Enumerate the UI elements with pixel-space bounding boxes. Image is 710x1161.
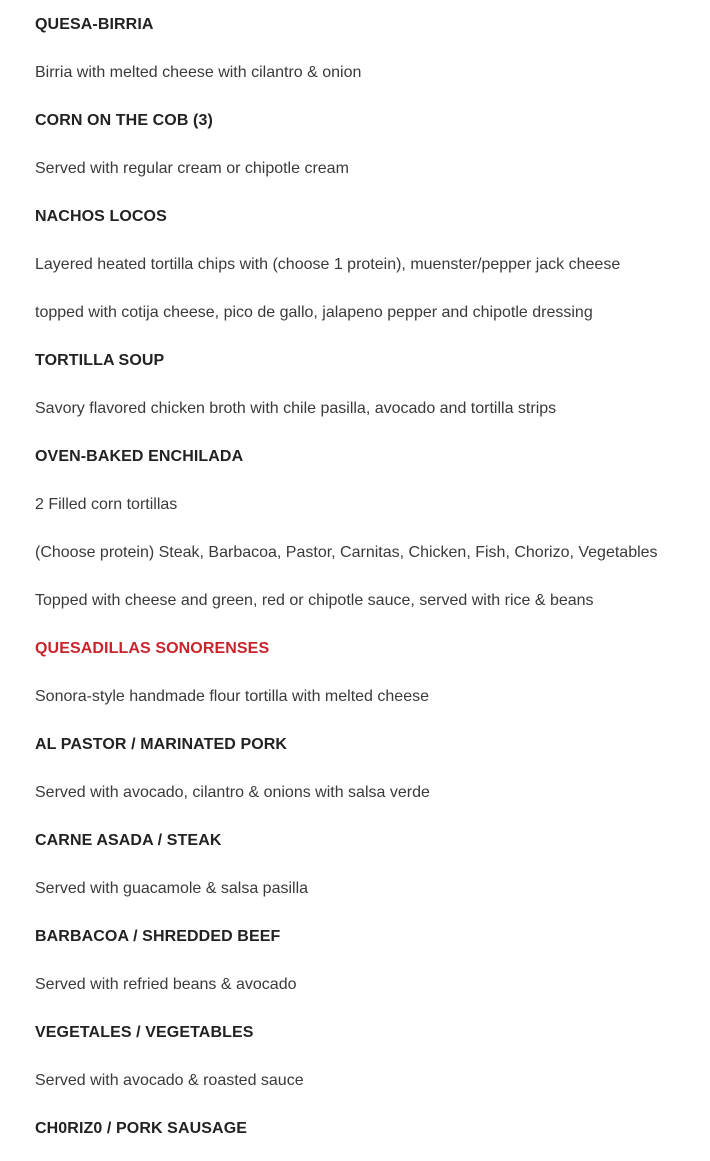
menu-item-description: topped with cotija cheese, pico de gallo, jalapeno pepper and chipotle dressing (35, 304, 593, 321)
menu-item-title-quesa-birria: QUESA-BIRRIA (35, 16, 154, 33)
menu-item-description: 2 Filled corn tortillas (35, 496, 178, 513)
menu-item-description: Served with avocado, cilantro & onions with salsa verde (35, 784, 430, 801)
menu-item-title-oven-baked-enchilada: OVEN-BAKED ENCHILADA (35, 448, 244, 465)
menu-list (35, 0, 705, 1152)
menu-item-title-al-pastor: AL PASTOR / MARINATED PORK (35, 736, 288, 753)
menu-item-description: Served with avocado & roasted sauce (35, 1072, 304, 1089)
section-description: Sonora-style handmade flour tortilla with melted cheese (35, 688, 429, 705)
menu-item-title-corn-on-the-cob: CORN ON THE COB (3) (35, 112, 213, 129)
menu-item-description: Layered heated tortilla chips with (choose 1 protein), muenster/pepper jack cheese (35, 256, 621, 273)
menu-item-description: (Choose protein) Steak, Barbacoa, Pastor, Carnitas, Chicken, Fish, Chorizo, Vegetables (35, 544, 658, 561)
section-title-quesadillas-sonorenses: QUESADILLAS SONORENSES (35, 640, 270, 657)
menu-item-description: Topped with cheese and green, red or chipotle sauce, served with rice & beans (35, 592, 594, 609)
menu-item-title-barbacoa: BARBACOA / SHREDDED BEEF (35, 928, 281, 945)
menu-item-description: Served with regular cream or chipotle cream (35, 160, 349, 177)
menu-item-description: Savory flavored chicken broth with chile pasilla, avocado and tortilla strips (35, 400, 557, 417)
menu-item-description: Served with guacamole & salsa pasilla (35, 880, 309, 897)
menu-item-title-chorizo: CH0RIZ0 / PORK SAUSAGE (35, 1120, 248, 1137)
menu-item-description: Served with refried beans & avocado (35, 976, 297, 993)
menu-item-description: Birria with melted cheese with cilantro & onion (35, 64, 362, 81)
menu-item-title-nachos-locos: NACHOS LOCOS (35, 208, 167, 225)
menu-item-title-carne-asada: CARNE ASADA / STEAK (35, 832, 222, 849)
menu-item-title-vegetales: VEGETALES / VEGETABLES (35, 1024, 254, 1041)
menu-item-title-tortilla-soup: TORTILLA SOUP (35, 352, 165, 369)
